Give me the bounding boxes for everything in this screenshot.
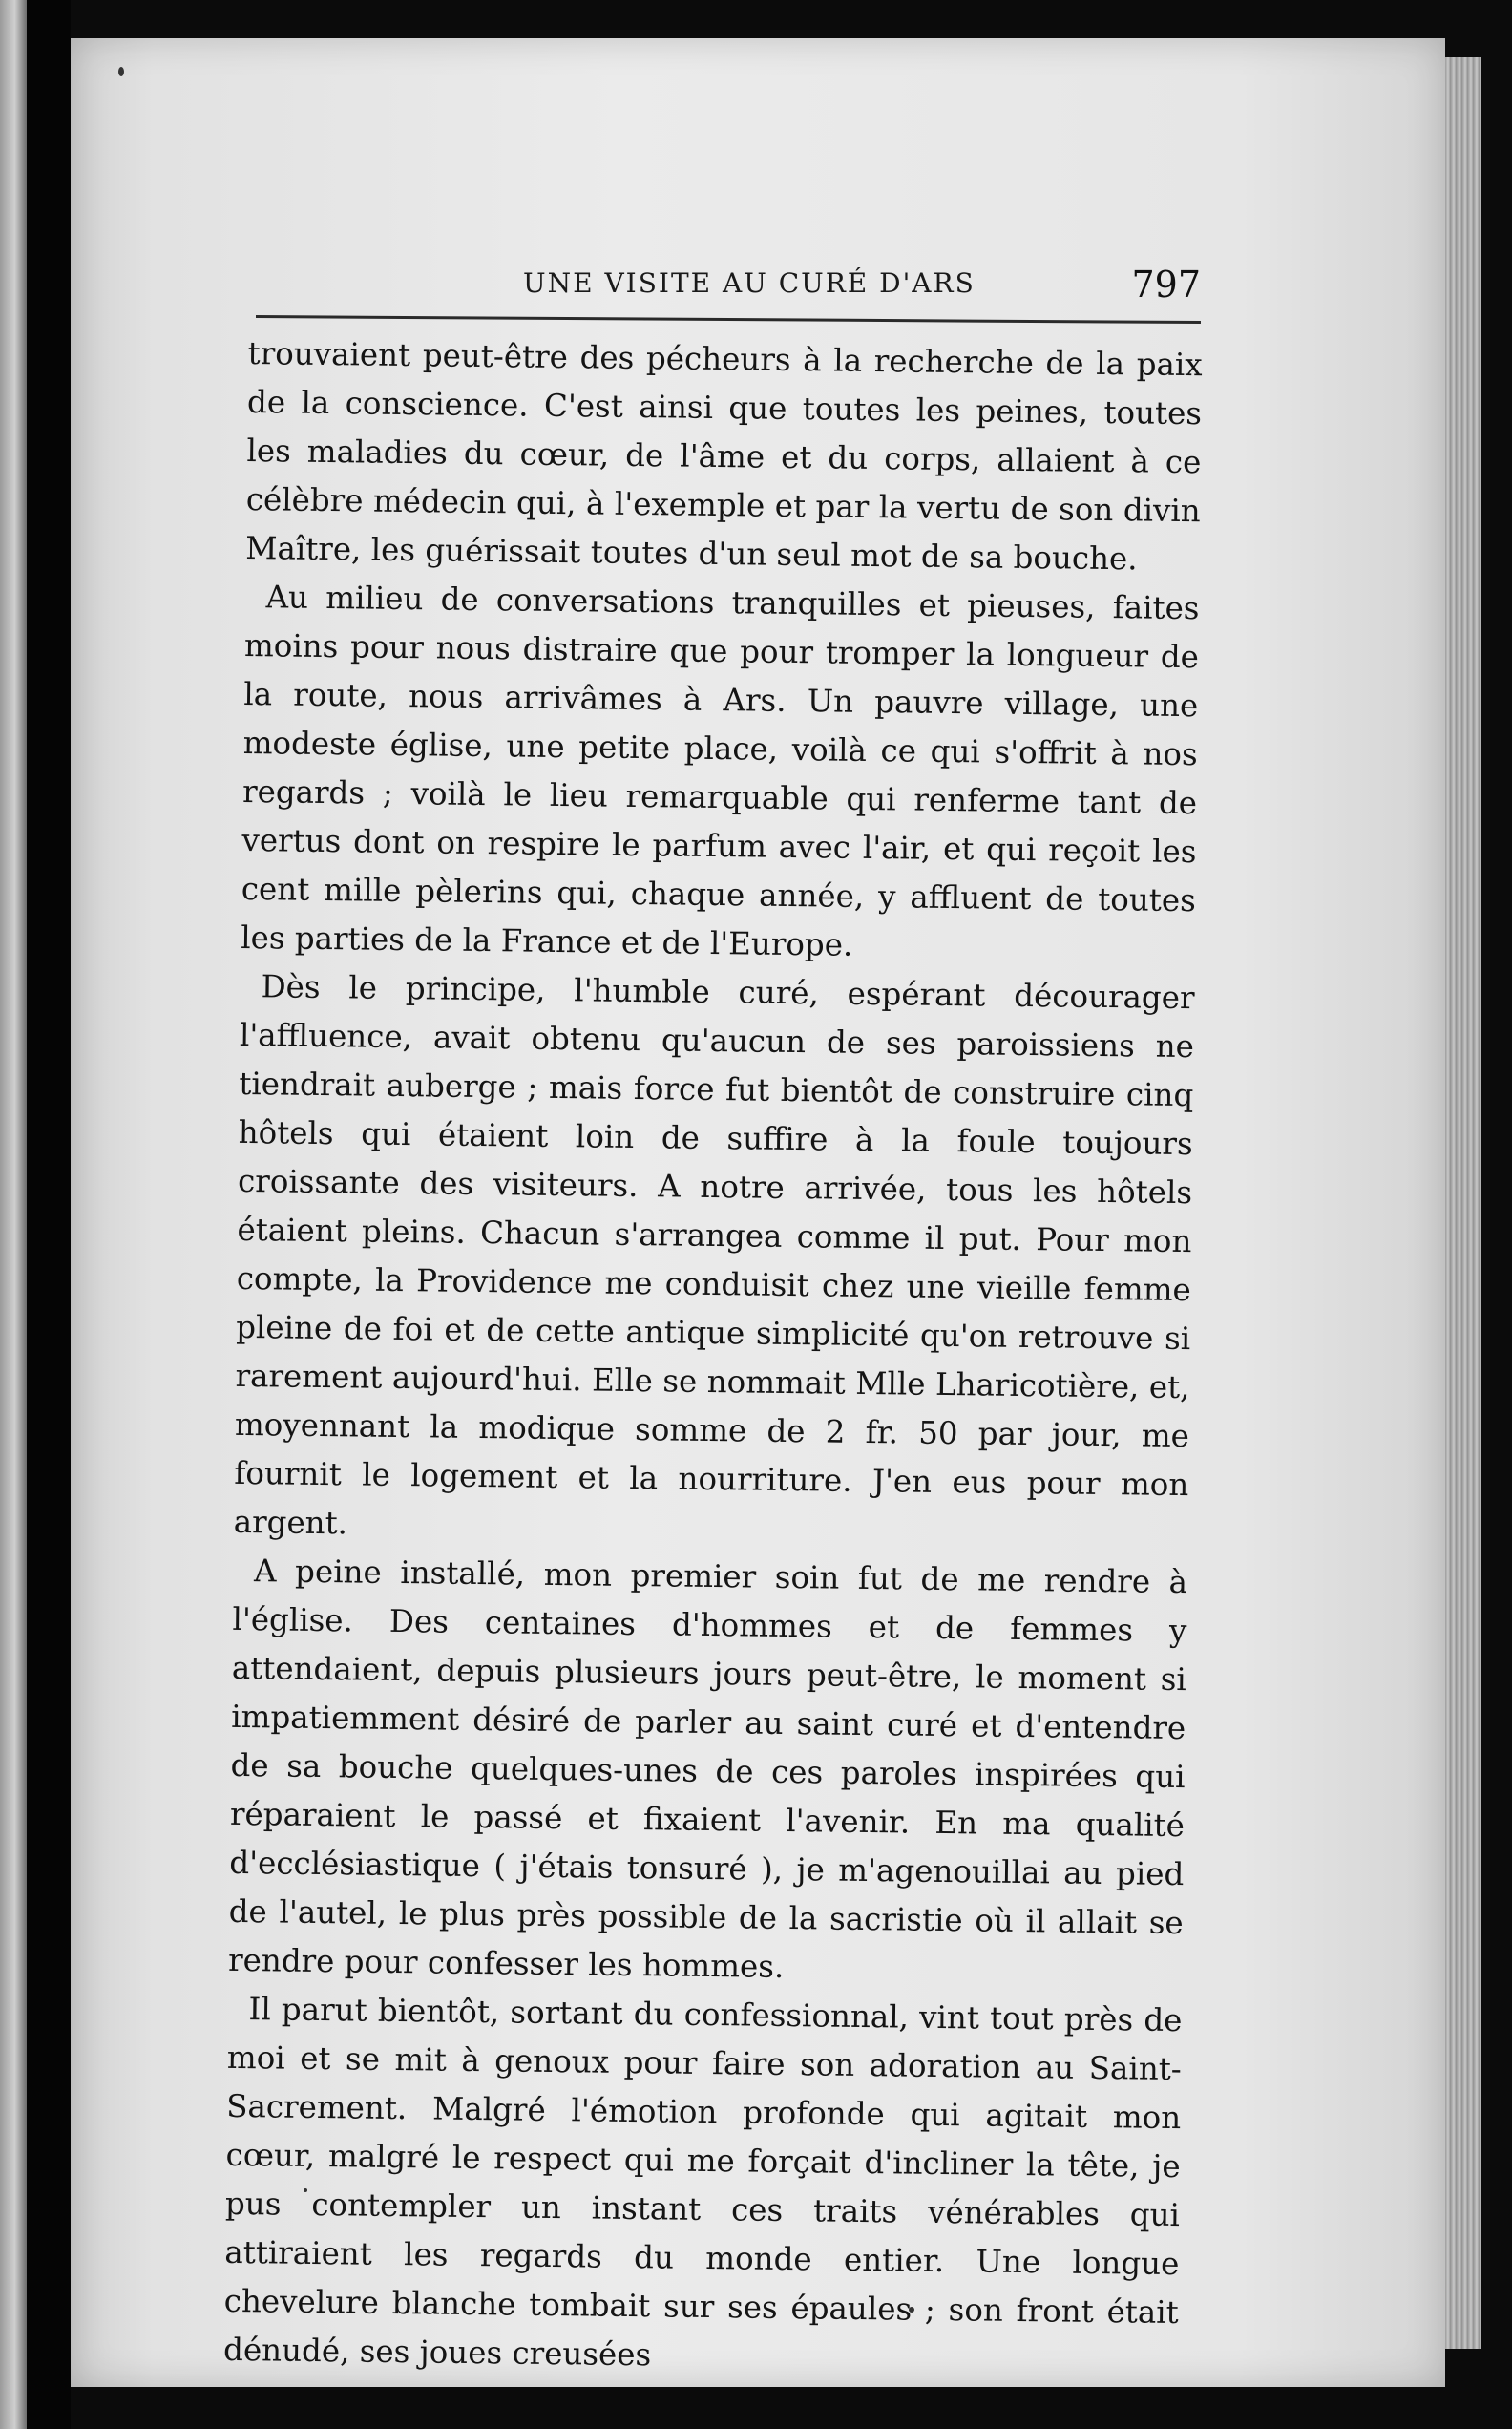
running-title: UNE VISITE AU CURÉ D'ARS [523, 267, 976, 299]
running-header [256, 264, 1201, 330]
body-text [223, 329, 1203, 2386]
scan-gutter [27, 0, 71, 2429]
page-number: 797 [1131, 264, 1201, 306]
paragraph-2: Au milieu de conversations tranquilles et pieuses, faites moins pour nous distraire que pour tromper la longueur de la route, nous arrivâmes à Ars. Un pauvre village, une modeste église, une petite place, voilà ce qui s'offrit à nos regards ; voilà le lieu remarquable qui renferme tant de vertus dont on respire le parfum avec l'air, et qui reçoit les cent mille pèlerins qui, chaque année, y affluent de toutes les parties de la France et de l'Europe. [240, 579, 1200, 963]
paragraph-1: trouvaient peut-être des pécheurs à la recherche de la paix de la conscience. C'est ainsi que toutes les peines, toutes les maladies du cœur, de l'âme et du corps, allaient à ce célèbre médecin qui, à l'exemple et par la vertu de son divin Maître, les guérissait toutes d'un seul mot de sa bouche. [244, 334, 1203, 578]
adjacent-page-edge [0, 0, 27, 2429]
scan-speck [118, 67, 124, 76]
paragraph-3: Dès le principe, l'humble curé, espérant décourager l'affluence, avait obtenu qu'aucun de ses paroissiens ne tiendrait auberge ; mais force fut bientôt de construire cinq hôtels qui étaient loin de suffire à la foule toujours croissante des visiteurs. A notre arrivée, tous les hôtels étaient pleins. Chacun s'arrangea comme il put. Pour mon compte, la Providence me conduisit chez une vieille femme pleine de foi et de cette antique simplicité qu'on retrouve si rarement aujourd'hui. Elle se nommait Mlle Lharicotière, et, moyennant la modique somme de 2 fr. 50 par jour, me fournit le logement et la nourriture. J'en eus pour mon argent. [233, 968, 1195, 1542]
paragraph-4: A peine installé, mon premier soin fut de me rendre à l'église. Des centaines d'hommes et de femmes y attendaient, depuis plusieurs jours peut-être, le moment si impatiemment désiré de parler au saint curé et d'entendre de sa bouche quelques-unes de ces paroles inspirées qui réparaient le passé et fixaient l'avenir. En ma qualité d'ecclésiastique ( j'étais tonsuré ), je m'agenouillai au pied de l'autel, le plus près possible de la sacristie où il allait se rendre pour confesser les hommes. [227, 1552, 1188, 1985]
page-stack-edge [1445, 57, 1481, 2349]
header-rule [256, 315, 1201, 324]
paragraph-5: Il parut bientôt, sortant du confessionnal, vint tout près de moi et se mit à genoux pour faire son adoration au Saint-Sacrement. Malgré l'émotion profonde qui agitait mon cœur, malgré le respect qui me forçait d'incliner la tête, je pus contempler un instant ces traits vénérables qui attiraient les regards du monde entier. Une longue chevelure blanche tombait sur ses épaules ; son front était dénudé, ses joues creusées [222, 1991, 1183, 2374]
